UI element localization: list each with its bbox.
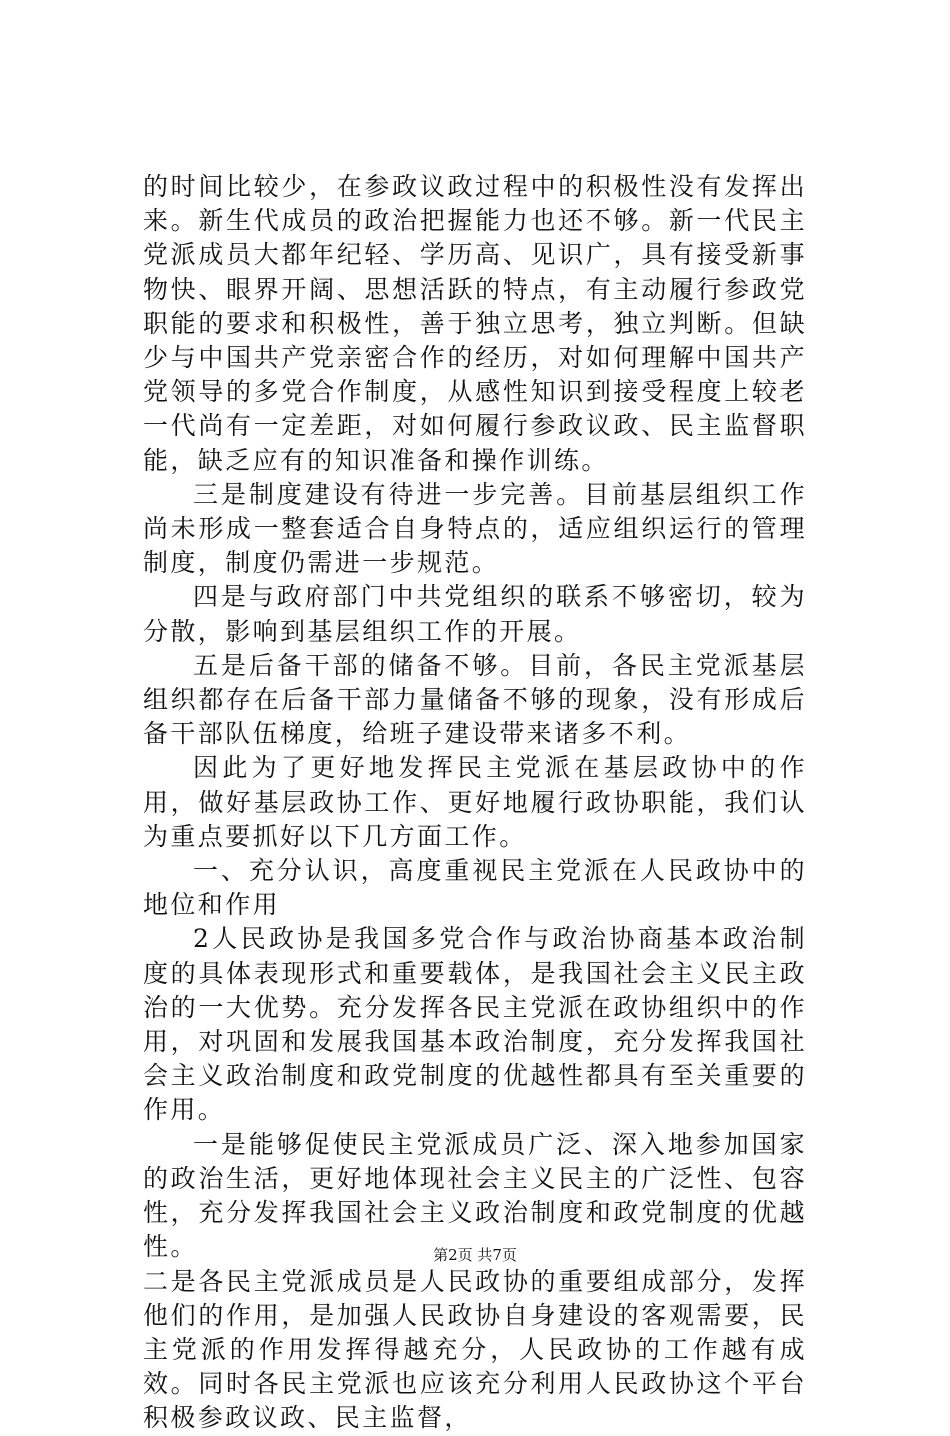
paragraph-1: 的时间比较少，在参政议政过程中的积极性没有发挥出来。新生代成员的政治把握能力也还不够。新一代民主党派成员大都年纪轻、学历高、见识广，具有接受新事物快、眼界开阔、思想活跃的特点，有主动履行参政党职能的要求和积极性，善于独立思考，独立判断。但缺少与中国共产党亲密合作的经历，对如何理解中国共产党领导的多党合作制度，从感性知识到接受程度上较老一代尚有一定差距，对如何履行参政议政、民主监督职能，缺乏应有的知识准备和操作训练。 bbox=[143, 172, 807, 475]
paragraph-8: 一是能够促使民主党派成员广泛、深入地参加国家的政治生活，更好地体现社会主义民主的广泛性、包容性，充分发挥我国社会主义政治制度和政党制度的优越性。 bbox=[143, 1129, 807, 1262]
paragraph-7: 2人民政协是我国多党合作与政治协商基本政治制度的具体表现形式和重要载体，是我国社会主义民主政治的一大优势。充分发挥各民主党派在政协组织中的作用，对巩固和发展我国基本政治制度，充分发挥我国社会主义政治制度和政党制度的优越性都具有至关重要的作用。 bbox=[143, 924, 807, 1125]
paragraph-3: 四是与政府部门中共党组织的联系不够密切，较为分散，影响到基层组织工作的开展。 bbox=[143, 582, 807, 646]
paragraph-2: 三是制度建设有待进一步完善。目前基层组织工作尚未形成一整套适合自身特点的，适应组织运行的管理制度，制度仍需进一步规范。 bbox=[143, 479, 807, 578]
paragraph-5: 因此为了更好地发挥民主党派在基层政协中的作用，做好基层政协工作、更好地履行政协职能，我们认为重点要抓好以下几方面工作。 bbox=[143, 753, 807, 851]
page-number: 第2页 共7页 bbox=[433, 1246, 517, 1264]
paragraph-9: 二是各民主党派成员是人民政协的重要组成部分，发挥他们的作用，是加强人民政协自身建设的客观需要，民主党派的作用发挥得越充分，人民政协的工作越有成效。同时各民主党派也应该充分利用人民政协这个平台积极参政议政、民主监督， bbox=[143, 1266, 807, 1433]
section-heading: 一、充分认识，高度重视民主党派在人民政协中的地位和作用 bbox=[143, 856, 807, 920]
paragraph-4: 五是后备干部的储备不够。目前，各民主党派基层组织都存在后备干部力量储备不够的现象，没有形成后备干部队伍梯度，给班子建设带来诸多不利。 bbox=[143, 650, 807, 749]
page-footer bbox=[0, 1244, 950, 1265]
